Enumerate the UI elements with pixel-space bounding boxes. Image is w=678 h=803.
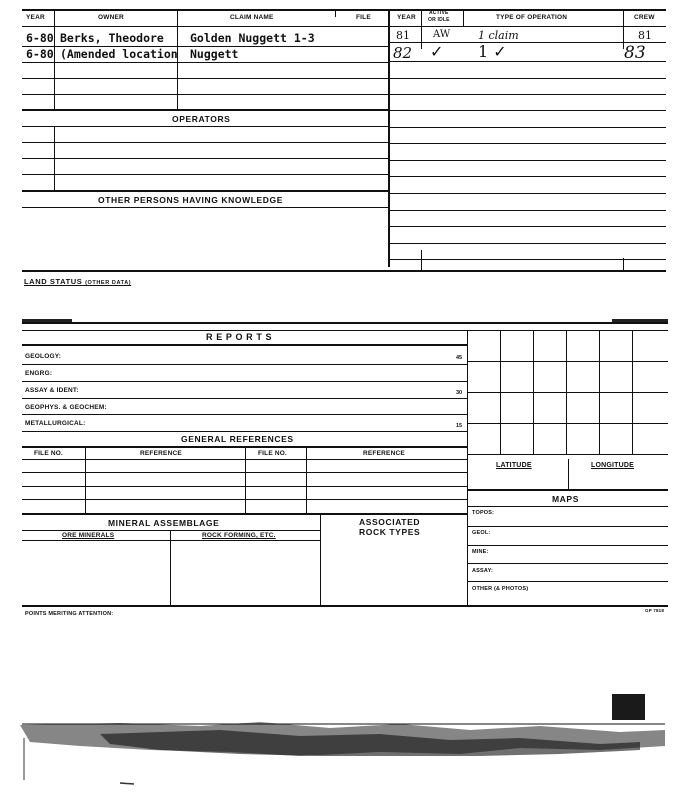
other-persons-heading: OTHER PERSONS HAVING KNOWLEDGE: [98, 195, 284, 205]
owner-row-1-year: 6-80: [26, 31, 54, 45]
latitude-label: LATITUDE: [496, 462, 532, 469]
owner-row-1-owner: Berks, Theodore: [60, 31, 164, 45]
maps-assay: ASSAY:: [472, 568, 494, 574]
owner-row-2-owner: (Amended location: [60, 47, 178, 61]
grid-number-30: 30: [456, 390, 463, 396]
mineral-assemblage-heading: MINERAL ASSEMBLAGE: [108, 518, 220, 528]
activity-row-2-status: ✓: [430, 42, 444, 61]
report-engrg: ENGRG:: [25, 370, 53, 377]
grid-number-45: 45: [456, 355, 463, 361]
ref-col-file-no: FILE NO.: [34, 450, 64, 457]
operators-heading: OPERATORS: [172, 114, 231, 124]
maps-mine: MINE:: [472, 549, 489, 555]
maps-heading: MAPS: [552, 494, 579, 504]
owner-row-2-year: 6-80: [26, 47, 54, 61]
header-active-2: OR IDLE: [428, 17, 450, 23]
ref-col-reference: REFERENCE: [140, 450, 182, 457]
ref-col-reference-2: REFERENCE: [363, 450, 405, 457]
longitude-label: LONGITUDE: [591, 462, 635, 469]
maps-other: OTHER (& PHOTOS): [472, 586, 529, 592]
header-crew: CREW: [634, 14, 655, 21]
associated-rock-types-1: ASSOCIATED: [359, 517, 421, 527]
ref-col-file-no-2: FILE NO.: [258, 450, 288, 457]
owner-row-2-claim: Nuggett: [190, 47, 239, 61]
activity-row-1-crew: 81: [638, 29, 652, 42]
activity-row-2-operation: 1 ✓: [478, 42, 507, 61]
report-geology: GEOLOGY:: [25, 353, 62, 360]
activity-row-1-year: 81: [396, 29, 410, 42]
ore-minerals-heading: ORE MINERALS: [62, 532, 115, 539]
header-type-of-operation: TYPE OF OPERATION: [496, 14, 568, 21]
form-number: GP 7818: [645, 608, 665, 613]
points-meriting-attention: POINTS MERITING ATTENTION:: [25, 611, 114, 617]
header-active-1: ACTIVE: [429, 10, 449, 16]
grid-number-15: 15: [456, 423, 463, 429]
rock-forming-heading: ROCK FORMING, ETC.: [202, 532, 276, 539]
scan-artifact: [0, 690, 678, 803]
report-geophys: GEOPHYS. & GEOCHEM:: [25, 404, 107, 411]
general-references-heading: GENERAL REFERENCES: [181, 434, 294, 444]
land-status-heading: [24, 277, 131, 286]
land-status-label: LAND STATUS: [24, 277, 83, 286]
header-file: FILE: [356, 14, 371, 21]
header-year: YEAR: [26, 14, 45, 21]
report-assay: ASSAY & IDENT:: [25, 387, 79, 394]
activity-row-2-year: 82: [393, 44, 413, 62]
report-metallurgical: METALLURGICAL:: [25, 420, 86, 427]
activity-row-2-crew: 83: [624, 43, 646, 63]
activity-row-1-operation: 1 claim: [478, 29, 519, 42]
maps-geol: GEOL:: [472, 530, 491, 536]
header-owner: OWNER: [98, 14, 124, 21]
maps-topos: TOPOS:: [472, 510, 495, 516]
associated-rock-types-2: ROCK TYPES: [359, 527, 421, 537]
header-year-2: YEAR: [397, 14, 416, 21]
activity-row-1-status: AW: [433, 29, 451, 40]
header-claim-name: CLAIM NAME: [230, 14, 274, 21]
reports-heading: R E P O R T S: [206, 332, 273, 342]
owner-row-1-claim: Golden Nuggett 1-3: [190, 31, 315, 45]
land-status-sub: (OTHER DATA): [85, 280, 132, 286]
